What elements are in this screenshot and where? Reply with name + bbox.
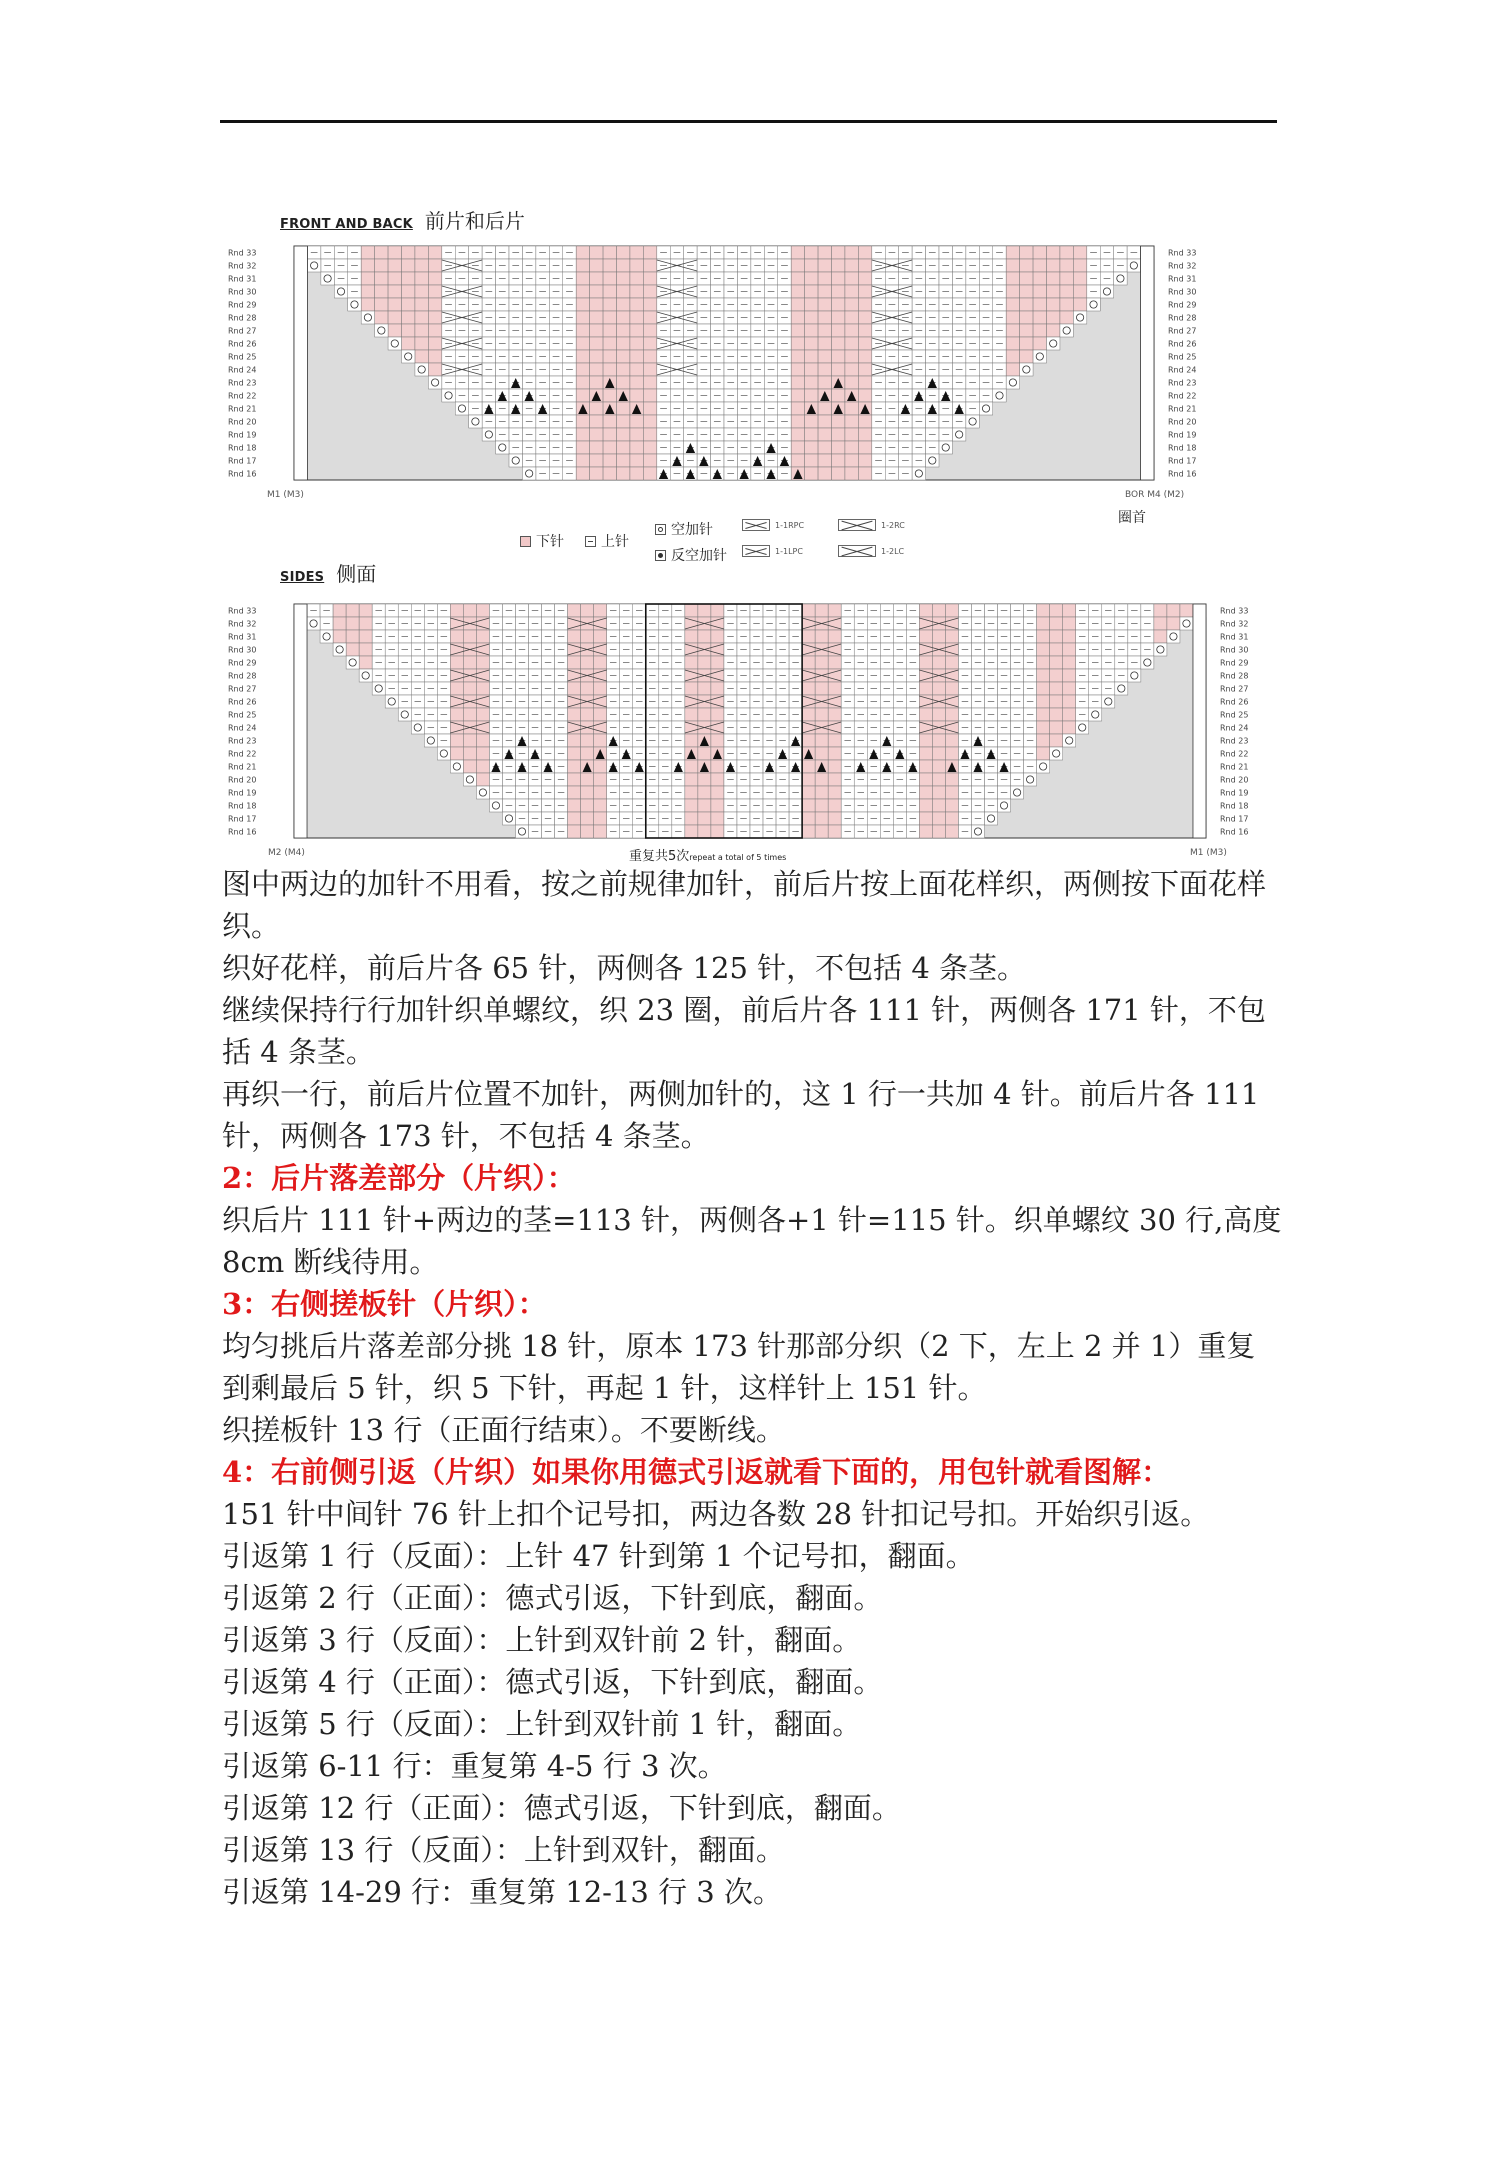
- round-label: Rnd 19: [228, 430, 257, 440]
- round-label: Rnd 17: [228, 456, 257, 466]
- round-label: Rnd 17: [228, 814, 257, 824]
- sides-corner-left: M2 (M4): [268, 848, 305, 858]
- paragraph: 织搓板针 13 行（正面行结束）。不要断线。: [222, 1413, 785, 1447]
- round-label: Rnd 31: [1220, 632, 1249, 642]
- front-back-corner-left: M1 (M3): [267, 490, 304, 500]
- round-label: Rnd 16: [228, 827, 257, 837]
- round-label: Rnd 28: [1220, 671, 1249, 681]
- round-label: Rnd 18: [228, 443, 257, 453]
- round-label: Rnd 20: [1220, 775, 1249, 785]
- round-label: Rnd 33: [1168, 248, 1197, 258]
- round-label: Rnd 16: [228, 469, 257, 479]
- round-label: Rnd 29: [1220, 658, 1249, 668]
- lpc-cable-icon: [742, 545, 770, 557]
- round-label: Rnd 32: [1220, 619, 1249, 629]
- sides-title-en: SIDES: [280, 570, 325, 585]
- round-label: Rnd 33: [228, 248, 257, 258]
- round-label: Rnd 20: [228, 417, 257, 427]
- round-label: Rnd 24: [228, 723, 257, 733]
- round-label: Rnd 26: [228, 697, 257, 707]
- round-label: Rnd 22: [228, 391, 257, 401]
- legend-rpc: 1-1RPC: [742, 519, 804, 531]
- round-label: Rnd 21: [1168, 404, 1197, 414]
- front-back-title-en: FRONT AND BACK: [280, 217, 413, 232]
- round-label: Rnd 31: [228, 274, 257, 284]
- rpc-cable-icon: [742, 519, 770, 531]
- round-label: Rnd 21: [1220, 762, 1249, 772]
- paragraph: 引返第 14-29 行：重复第 12-13 行 3 次。: [222, 1875, 782, 1909]
- round-label: Rnd 22: [228, 749, 257, 759]
- front-back-title-zh: 前片和后片: [424, 209, 525, 233]
- round-label: Rnd 18: [228, 801, 257, 811]
- round-label: Rnd 31: [1168, 274, 1197, 284]
- top-rule: [220, 120, 1277, 123]
- round-label: Rnd 17: [1168, 456, 1197, 466]
- round-label: Rnd 23: [228, 736, 257, 746]
- paragraph: 织好花样，前后片各 65 针，两侧各 125 针，不包括 4 条茎。: [222, 951, 1027, 985]
- legend-lc: 1-2LC: [838, 545, 904, 557]
- round-label: Rnd 25: [1220, 710, 1249, 720]
- chart-legend: [520, 520, 1040, 571]
- front-back-corner-right: BOR M4 (M2): [1125, 490, 1185, 500]
- round-label: Rnd 20: [228, 775, 257, 785]
- paragraph: 继续保持行行加针织单螺纹，织 23 圈，前后片各 111 针，两侧各 171 针，不包括 4 条茎。: [222, 993, 1266, 1069]
- round-label: Rnd 21: [228, 762, 257, 772]
- round-label: Rnd 17: [1220, 814, 1249, 824]
- round-label: Rnd 29: [228, 658, 257, 668]
- legend-yo-twisted: 反空加针: [655, 545, 727, 565]
- legend-knit: 下针: [520, 531, 564, 551]
- section-heading: 3：右侧搓板针（片织）：: [222, 1287, 547, 1321]
- front-back-chart: [224, 240, 1224, 490]
- paragraph: 151 针中间针 76 针上扣个记号扣，两边各数 28 针扣记号扣。开始织引返。: [222, 1497, 1210, 1531]
- round-label: Rnd 18: [1220, 801, 1249, 811]
- sides-corner-right: M1 (M3): [1190, 848, 1227, 858]
- instruction-text: [222, 863, 1282, 1913]
- round-label: Rnd 24: [1220, 723, 1249, 733]
- round-label: Rnd 16: [1168, 469, 1197, 479]
- legend-purl: 上针: [585, 531, 629, 551]
- twisted-yarn-over-icon: [655, 550, 666, 561]
- round-label: Rnd 29: [228, 300, 257, 310]
- round-label: Rnd 30: [1220, 645, 1249, 655]
- sides-repeat-label: 重复共5次repeat a total of 5 times: [629, 849, 787, 864]
- round-label: Rnd 19: [1168, 430, 1197, 440]
- round-label: Rnd 28: [1168, 313, 1197, 323]
- sides-title-zh: 侧面: [336, 562, 377, 586]
- round-label: Rnd 21: [228, 404, 257, 414]
- round-label: Rnd 20: [1168, 417, 1197, 427]
- rc-cable-icon: [838, 519, 876, 531]
- paragraph: 引返第 12 行（正面）：德式引返，下针到底，翻面。: [222, 1791, 901, 1825]
- paragraph: 引返第 2 行（正面）：德式引返，下针到底，翻面。: [222, 1581, 883, 1615]
- round-label: Rnd 29: [1168, 300, 1197, 310]
- round-label: Rnd 33: [228, 606, 257, 616]
- round-label: Rnd 19: [1220, 788, 1249, 798]
- lc-cable-icon: [838, 545, 876, 557]
- round-label: Rnd 27: [1168, 326, 1197, 336]
- round-label: Rnd 32: [228, 619, 257, 629]
- round-label: Rnd 24: [228, 365, 257, 375]
- sides-chart: [224, 598, 1276, 840]
- paragraph: 引返第 1 行（反面）：上针 47 针到第 1 个记号扣，翻面。: [222, 1539, 975, 1573]
- round-label: Rnd 30: [228, 287, 257, 297]
- round-label: Rnd 26: [1168, 339, 1197, 349]
- legend-lpc: 1-1LPC: [742, 545, 803, 557]
- knit-swatch-icon: [520, 536, 531, 547]
- round-label: Rnd 28: [228, 671, 257, 681]
- paragraph: 引返第 6-11 行：重复第 4-5 行 3 次。: [222, 1749, 727, 1783]
- round-label: Rnd 32: [1168, 261, 1197, 271]
- legend-rc: 1-2RC: [838, 519, 905, 531]
- round-label: Rnd 30: [1168, 287, 1197, 297]
- paragraph: 均匀挑后片落差部分挑 18 针，原本 173 针那部分织（2 下，左上 2 并 1）重复到剩最后 5 针，织 5 下针，再起 1 针，这样针上 151 针。: [222, 1329, 1256, 1405]
- paragraph: 织后片 111 针+两边的茎=113 针，两侧各+1 针=115 针。织单螺纹 30 行,高度 8cm 断线待用。: [222, 1203, 1282, 1279]
- round-label: Rnd 19: [228, 788, 257, 798]
- round-label: Rnd 22: [1168, 391, 1197, 401]
- paragraph: 引返第 4 行（正面）：德式引返，下针到底，翻面。: [222, 1665, 883, 1699]
- paragraph: 引返第 13 行（反面）：上针到双针，翻面。: [222, 1833, 785, 1867]
- round-label: Rnd 16: [1220, 827, 1249, 837]
- round-label: Rnd 25: [228, 710, 257, 720]
- round-label: Rnd 18: [1168, 443, 1197, 453]
- round-label: Rnd 22: [1220, 749, 1249, 759]
- round-label: Rnd 27: [228, 684, 257, 694]
- round-label: Rnd 26: [228, 339, 257, 349]
- paragraph: 引返第 3 行（反面）：上针到双针前 2 针，翻面。: [222, 1623, 862, 1657]
- paragraph: 图中两边的加针不用看，按之前规律加针，前后片按上面花样织，两侧按下面花样织。: [222, 867, 1267, 943]
- front-back-title: [280, 205, 525, 234]
- paragraph: 再织一行，前后片位置不加针，两侧加针的，这 1 行一共加 4 针。前后片各 111 针，两侧各 173 针，不包括 4 条茎。: [222, 1077, 1260, 1153]
- paragraph: 引返第 5 行（反面）：上针到双针前 1 针，翻面。: [222, 1707, 862, 1741]
- round-label: Rnd 27: [1220, 684, 1249, 694]
- sides-title: [280, 558, 376, 587]
- round-label: Rnd 26: [1220, 697, 1249, 707]
- round-start-note: 圈首: [1118, 510, 1146, 526]
- section-heading: 2：后片落差部分（片织）：: [222, 1161, 576, 1195]
- round-label: Rnd 27: [228, 326, 257, 336]
- round-label: Rnd 23: [228, 378, 257, 388]
- round-label: Rnd 24: [1168, 365, 1197, 375]
- round-label: Rnd 33: [1220, 606, 1249, 616]
- section-heading: 4：右前侧引返（片织）如果你用德式引返就看下面的，用包针就看图解：: [222, 1455, 1171, 1489]
- round-label: Rnd 25: [1168, 352, 1197, 362]
- round-label: Rnd 28: [228, 313, 257, 323]
- round-label: Rnd 32: [228, 261, 257, 271]
- round-label: Rnd 25: [228, 352, 257, 362]
- round-label: Rnd 30: [228, 645, 257, 655]
- purl-swatch-icon: [585, 536, 596, 547]
- round-label: Rnd 23: [1168, 378, 1197, 388]
- round-label: Rnd 31: [228, 632, 257, 642]
- yarn-over-icon: [655, 524, 666, 535]
- legend-yo: 空加针: [655, 519, 713, 539]
- round-label: Rnd 23: [1220, 736, 1249, 746]
